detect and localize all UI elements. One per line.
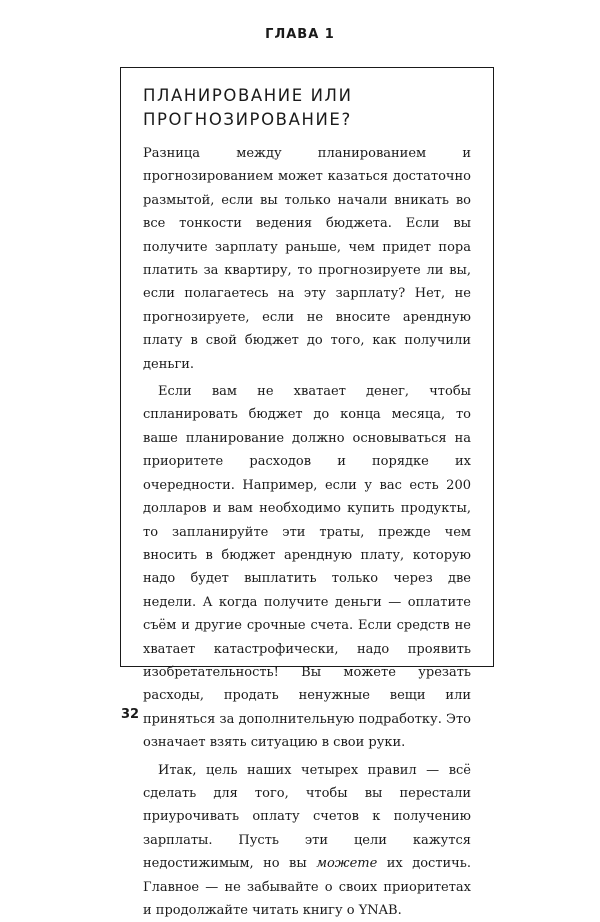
page-number: 32 [121, 707, 140, 722]
sidebar-title: ПЛАНИРОВАНИЕ ИЛИ ПРОГНОЗИРОВАНИЕ? [143, 86, 353, 129]
paragraph-1: Разница между планированием и прогнозированием может казаться достаточно размытой, если вы только начали вникать во все тонкости ведения бюджета. Если вы получите зарплату раньше, чем придет пора платить за квартиру, то прогнозируете ли вы, если полагаетесь на эту зарплату? Нет, не прогнозируете, если не вносите арендную плату в свой бюджет до того, как получили деньги. [143, 146, 471, 372]
paragraph-3-text-start: Итак, цель наших четырех правил — всё сделать для того, чтобы вы перестали приурочивать оплату счетов к получению зарплаты. Пусть эти цели кажутся недостижимым, но вы [143, 762, 471, 872]
paragraph-3 [143, 759, 471, 922]
chapter-header: ГЛАВА 1 [265, 27, 335, 42]
paragraph-3-text-end: их достичь. Главное — не забывайте о своих приоритетах и продолжайте читать книгу о YNAB. [143, 856, 471, 918]
paragraph-3-emphasis: можете [316, 856, 378, 872]
paragraph-2: Если вам не хватает денег, чтобы спланировать бюджет до конца месяца, то ваше планирование должно основываться на приоритете расходов и порядке их очередности. Например, если у вас есть 200 долларов и вам необходимо купить продукты, то запланируйте эти траты, прежде чем вносить в бюджет арендную плату, которую надо будет выплатить только через две недели. А когда получите деньги — оплатите съём и другие срочные счета. Если средств не хватает катастрофически, надо проявить изобретательность! Вы можете урезать расходы, продать ненужные вещи или приняться за дополнительную подработку. Это означает взять ситуацию в свои руки. [143, 384, 471, 751]
